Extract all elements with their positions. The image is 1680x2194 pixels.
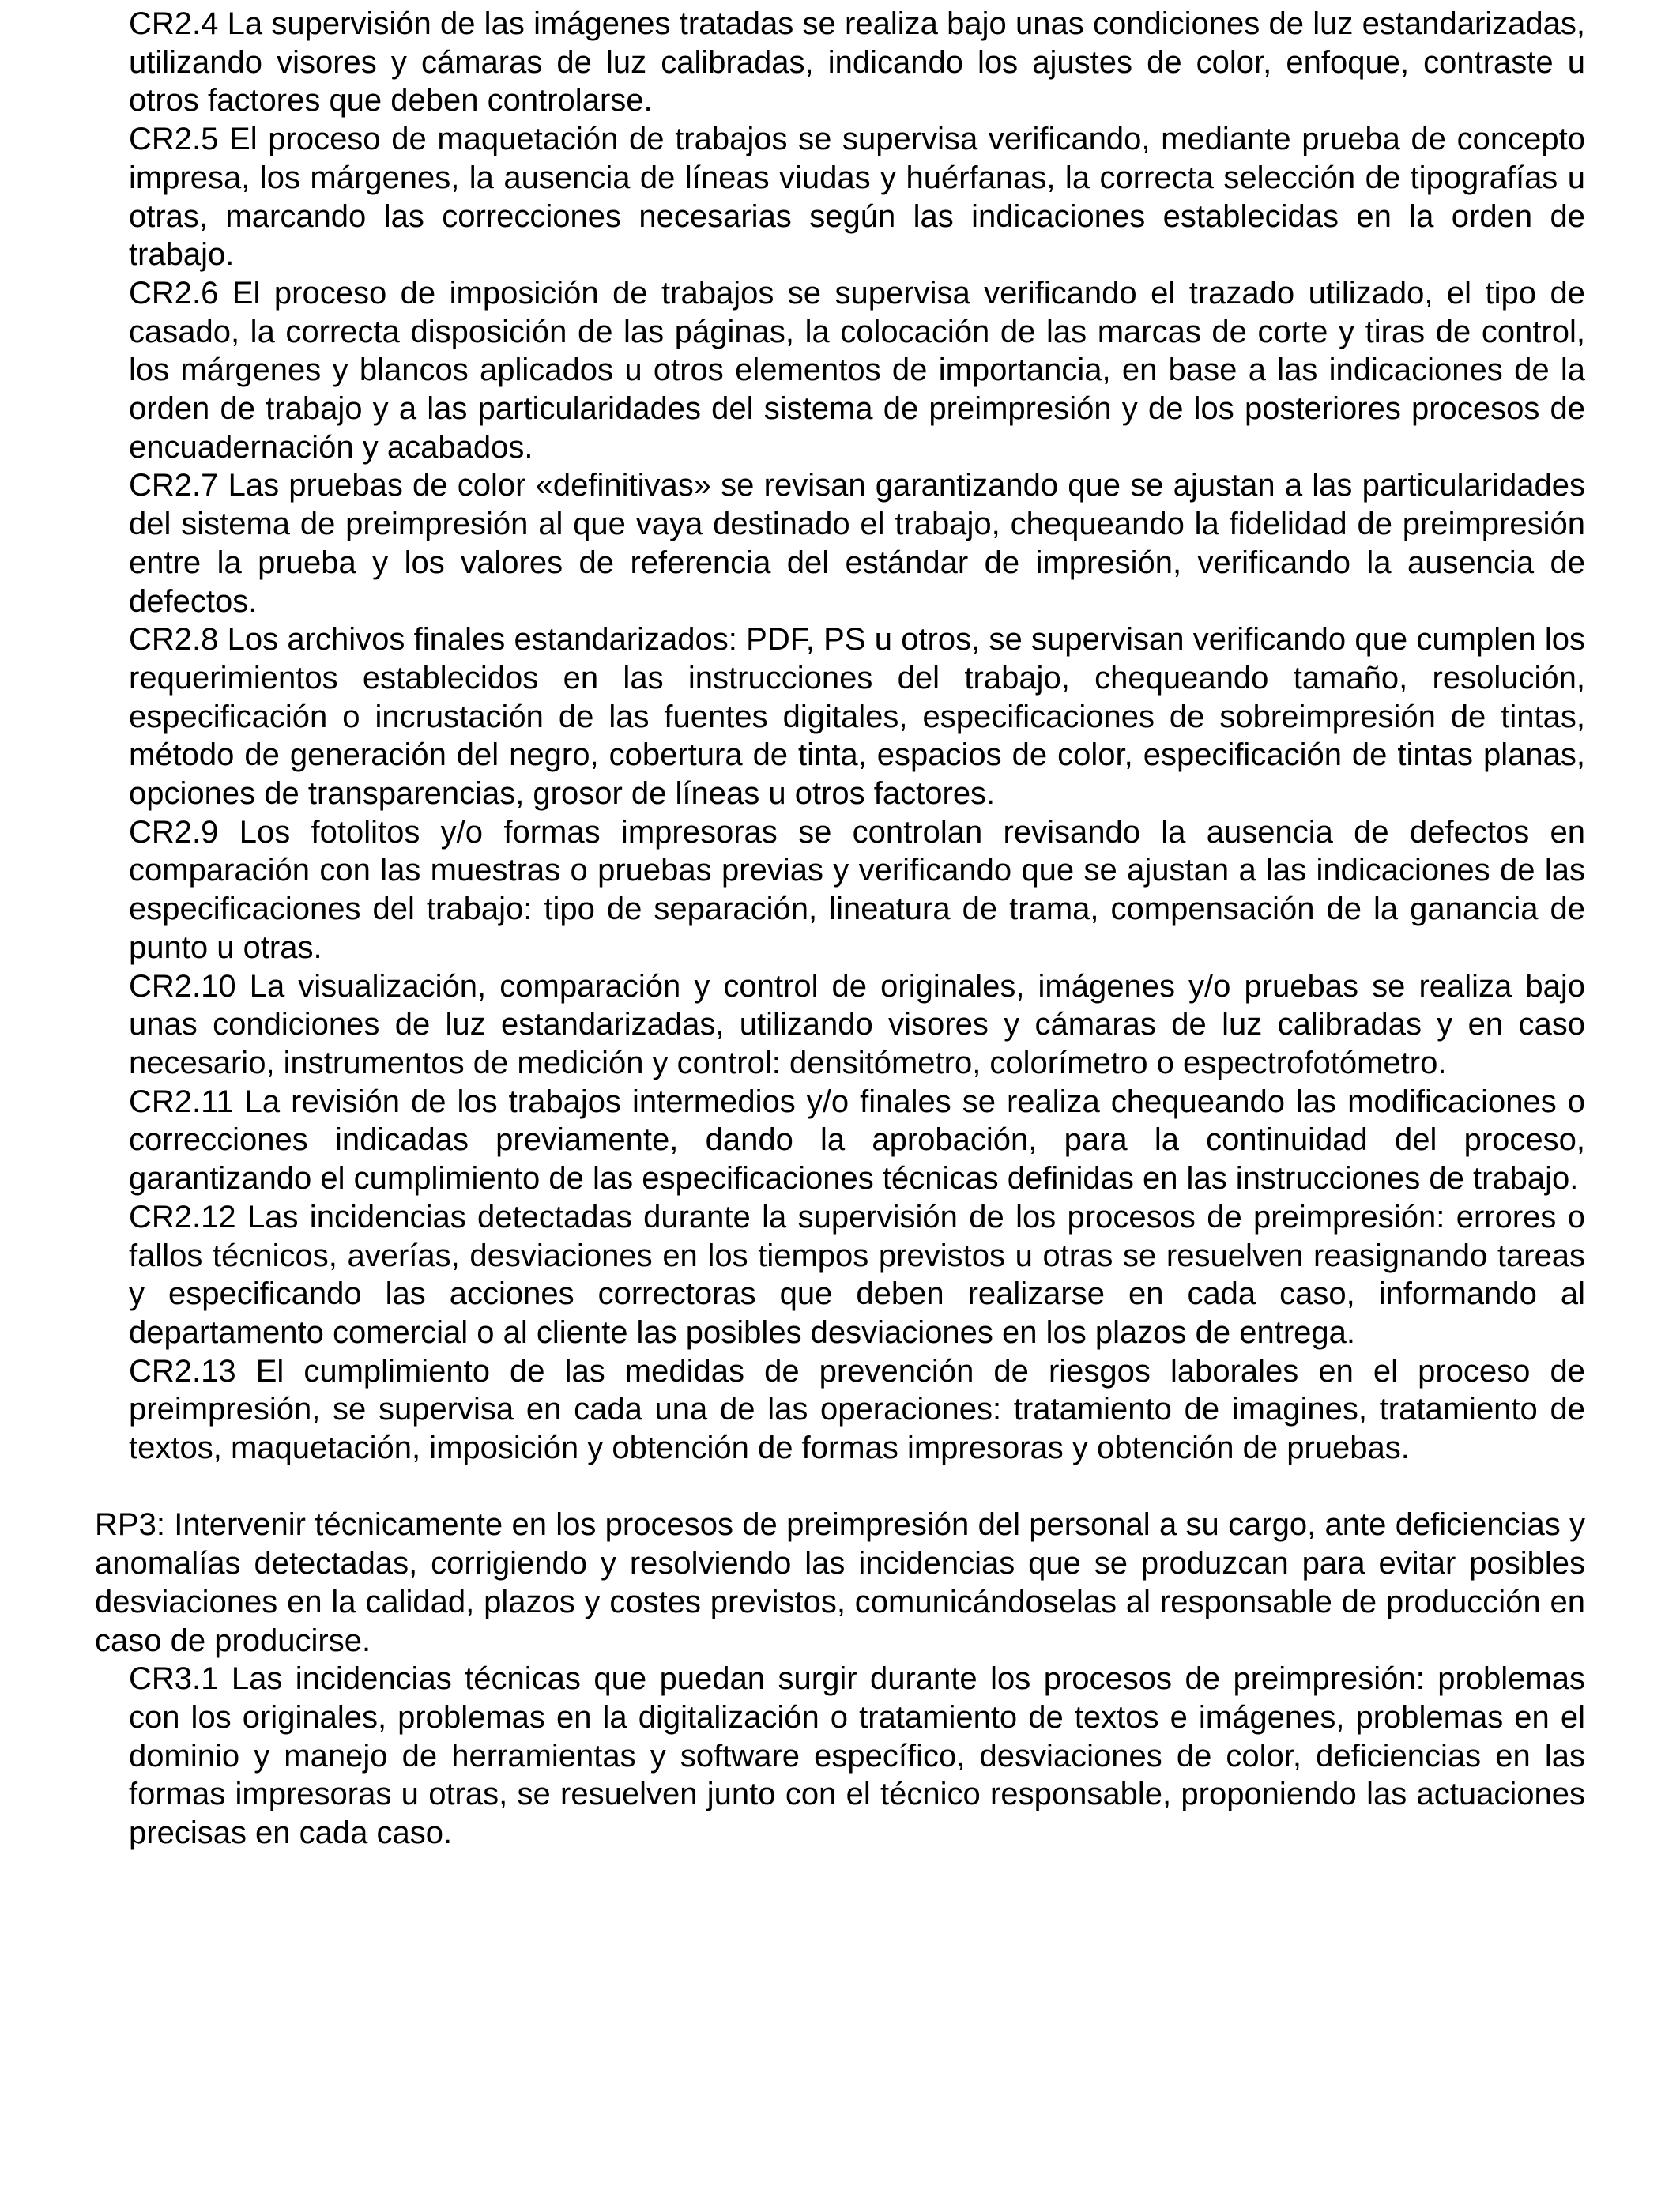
paragraph-cr2-13: CR2.13 El cumplimiento de las medidas de prevención de riesgos laborales en el proceso de preimpresión, se supervisa en cada una de las operaciones: tratamiento de imagines, tratamiento de textos, maquetación, imposición y obtención de formas impresoras y obtención de pruebas. — [129, 1353, 1585, 1466]
paragraph-rp3: RP3: Intervenir técnicamente en los procesos de preimpresión del personal a su cargo, ante deficiencias y anomalías detectadas, corrigiendo y resolviendo las incidencias que se produzcan para evitar posibles desviaciones en la calidad, plazos y costes previstos, comunicándoselas al responsable de producción en caso de producirse. — [95, 1507, 1585, 1658]
paragraph-cr2-11: CR2.11 La revisión de los trabajos intermedios y/o finales se realiza chequeando las modificaciones o correcciones indicadas previamente, dando la aprobación, para la continuidad del proceso, garantizando el cumplimiento de las especificaciones técnicas definidas en las instrucciones de trabajo. — [129, 1084, 1585, 1197]
paragraph-cr2-5: CR2.5 El proceso de maquetación de trabajos se supervisa verificando, mediante prueba de concepto impresa, los márgenes, la ausencia de líneas viudas y huérfanas, la correcta selección de tipografías u otras, marcando las correcciones necesarias según las indicaciones establecidas en la orden de trabajo. — [129, 122, 1585, 273]
paragraph-cr3-1: CR3.1 Las incidencias técnicas que puedan surgir durante los procesos de preimpresión: problemas con los originales, problemas en la digitalización o tratamiento de textos e imágenes, problemas en el dominio y manejo de herramientas y software específico, desviaciones de color, deficiencias en las formas impresoras u otras, se resuelven junto con el técnico responsable, proponiendo las actuaciones precisas en cada caso. — [129, 1661, 1585, 1851]
paragraph-cr2-9: CR2.9 Los fotolitos y/o formas impresoras se controlan revisando la ausencia de defectos en comparación con las muestras o pruebas previas y verificando que se ajustan a las indicaciones de las especificaciones del trabajo: tipo de separación, lineatura de trama, compensación de la ganancia de punto u otras. — [129, 814, 1585, 965]
paragraph-cr2-8: CR2.8 Los archivos finales estandarizados: PDF, PS u otros, se supervisan verificando que cumplen los requerimientos establecidos en las instrucciones del trabajo, chequeando tamaño, resolución, especificación o incrustación de las fuentes digitales, especificaciones de sobreimpresión de tintas, método de generación del negro, cobertura de tinta, espacios de color, especificación de tintas planas, opciones de transparencias, grosor de líneas u otros factores. — [129, 622, 1585, 812]
paragraph-cr2-4: CR2.4 La supervisión de las imágenes tratadas se realiza bajo unas condiciones de luz estandarizadas, utilizando visores y cámaras de luz calibradas, indicando los ajustes de color, enfoque, contraste u otros factores que deben controlarse. — [129, 6, 1585, 119]
paragraph-cr2-6: CR2.6 El proceso de imposición de trabajos se supervisa verificando el trazado utilizado, el tipo de casado, la correcta disposición de las páginas, la colocación de las marcas de corte y tiras de control, los márgenes y blancos aplicados u otros elementos de importancia, en base a las indicaciones de la orden de trabajo y a las particularidades del sistema de preimpresión y de los posteriores procesos de encuadernación y acabados. — [129, 275, 1585, 465]
paragraph-cr2-7: CR2.7 Las pruebas de color «definitivas» se revisan garantizando que se ajustan a las particularidades del sistema de preimpresión al que vaya destinado el trabajo, chequeando la fidelidad de preimpresión entre la prueba y los valores de referencia del estándar de impresión, verificando la ausencia de defectos. — [129, 468, 1585, 619]
paragraph-cr2-10: CR2.10 La visualización, comparación y control de originales, imágenes y/o pruebas se realiza bajo unas condiciones de luz estandarizadas, utilizando visores y cámaras de luz calibradas y en caso necesario, instrumentos de medición y control: densitómetro, colorímetro o espectrofotómetro. — [129, 968, 1585, 1080]
paragraph-cr2-12: CR2.12 Las incidencias detectadas durante la supervisión de los procesos de preimpresión: errores o fallos técnicos, averías, desviaciones en los tiempos previstos u otras se resuelven reasignando tareas y especificando las acciones correctoras que deben realizarse en cada caso, informando al departamento comercial o al cliente las posibles desviaciones en los plazos de entrega. — [129, 1199, 1585, 1350]
